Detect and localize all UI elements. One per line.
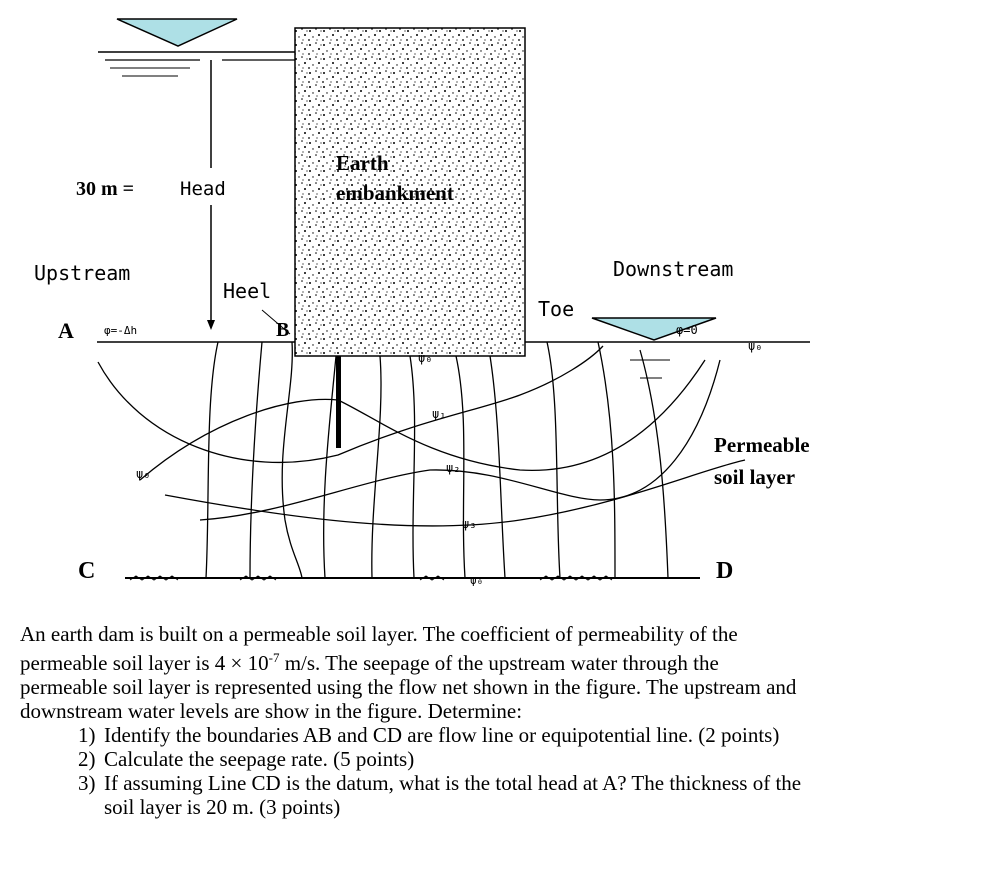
question-intro-4: downstream water levels are show in the figure. Determine: — [20, 699, 523, 723]
downstream-label: Downstream — [613, 257, 734, 281]
question-item-3: 3) If assuming Line CD is the datum, what is the total head at A? The thickness of the — [78, 771, 802, 795]
psi0-bottom-label: ψ₀ — [470, 574, 484, 587]
phi-upstream-label: φ=-Δh — [104, 324, 138, 337]
exponent: -7 — [268, 650, 280, 665]
sheet-pile — [336, 356, 341, 448]
psi2-label: ψ₂ — [446, 461, 461, 475]
flow-line-1 — [98, 346, 603, 462]
psi3-label: ψ₃ — [462, 517, 477, 531]
point-d-label: D — [716, 558, 734, 584]
psi-left-label: ψ₀ — [136, 467, 151, 481]
psi1-label: ψ₁ — [432, 407, 447, 421]
head-label: Head — [180, 178, 226, 200]
upstream-water-triangle — [117, 19, 237, 46]
flow-lines — [98, 346, 745, 526]
phi-downstream-label: φ=0 — [676, 323, 698, 337]
dam-label-line1: Earth — [336, 151, 389, 175]
question-item-2: 2) Calculate the seepage rate. (5 points) — [78, 747, 415, 771]
point-b-label: B — [276, 319, 290, 341]
upstream-label: Upstream — [34, 261, 131, 285]
question-intro-1: An earth dam is built on a permeable soil layer. The coefficient of permeability of the — [20, 622, 738, 646]
upstream-water — [98, 19, 295, 76]
question-intro-3: permeable soil layer is represented using the flow net shown in the figure. The upstream and — [20, 675, 797, 699]
question-item-3-cont: soil layer is 20 m. (3 points) — [104, 795, 341, 819]
flow-line-2 — [140, 360, 705, 480]
dam-label-line2: embankment — [336, 181, 454, 205]
question-items — [20, 723, 975, 819]
point-a-label: A — [58, 318, 74, 343]
psi0-dam-label: ψ₀ — [418, 351, 433, 365]
toe-label: Toe — [538, 297, 575, 321]
equipotential-lines — [206, 342, 668, 578]
point-c-label: C — [78, 558, 96, 584]
question-text — [20, 622, 975, 819]
head-value-label: 30 m = — [76, 178, 135, 200]
heel-label: Heel — [223, 279, 272, 303]
question-intro-2: permeable soil layer is $4 \times 10^{-7}$ m/s. The seepage of the upstream water through the — [20, 650, 719, 675]
permeable-layer-line2: soil layer — [714, 465, 796, 489]
impermeable-base — [125, 576, 700, 580]
permeable-layer-line1: Permeable — [714, 433, 810, 457]
psi0-right-label: ψ₀ — [748, 339, 763, 353]
question-item-1: 1) Identify the boundaries AB and CD are flow line or equipotential line. (2 points) — [78, 723, 780, 747]
